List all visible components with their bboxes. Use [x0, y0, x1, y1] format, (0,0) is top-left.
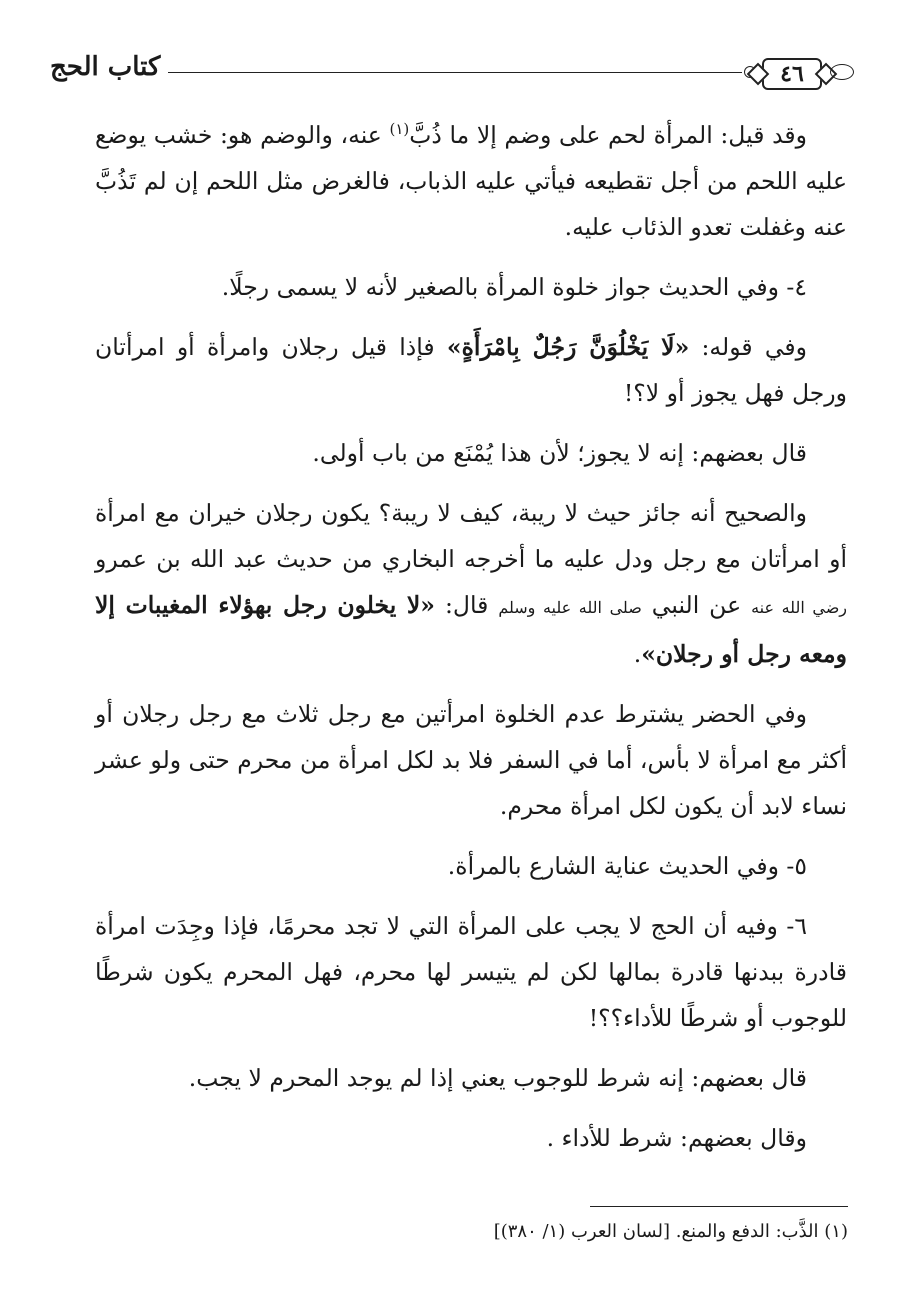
hadith-quote: «لا يخلون رجل بهؤلاء المغيبات إلا ومعه رجل أو رجلان»	[95, 591, 847, 668]
paragraph-text: .	[633, 640, 642, 668]
header-rule	[168, 72, 742, 73]
paragraph-text: ٥- وفي الحديث عناية الشارع بالمرأة.	[447, 852, 807, 880]
paragraph	[95, 691, 847, 829]
page-number: ٤٦	[762, 58, 822, 90]
footnote-rule	[590, 1206, 848, 1207]
paragraph-text: عنه، والوضم هو: خشب يوضع عليه اللحم من أجل تقطيعه فيأتي عليه الذباب، فالغرض مثل اللحم إن لم تَذُبَّ عنه وغفلت تعدو الذئاب عليه.	[95, 121, 847, 241]
paragraph	[95, 490, 847, 677]
paragraph-text: قال:	[435, 591, 499, 619]
footnote: (١) الذَّب: الدفع والمنع. [لسان العرب (١/ ٣٨٠)]	[493, 1221, 848, 1242]
paragraph-text: وفي قوله:	[689, 333, 807, 361]
paragraph-text: عن النبي	[641, 591, 752, 619]
paragraph-text: وفي الحضر يشترط عدم الخلوة امرأتين مع رجل ثلاث مع رجل رجلان أو أكثر مع امرأة لا بأس، أما في السفر فلا بد لكل امرأة من محرم حتى ولو عشر نساء لابد أن يكون لكل امرأة محرم.	[95, 700, 847, 820]
footnote-ref: (١)	[389, 120, 410, 139]
paragraph	[95, 264, 847, 310]
paragraph	[95, 324, 847, 416]
honorific: رضي الله عنه	[751, 598, 848, 617]
body-text	[95, 112, 847, 1175]
paragraph-text: ٤- وفي الحديث جواز خلوة المرأة بالصغير لأنه لا يسمى رجلًا.	[221, 273, 807, 301]
paragraph-text: ٦- وفيه أن الحج لا يجب على المرأة التي لا تجد محرمًا، فإذا وجِدَت امرأة قادرة ببدنها قادرة بمالها لكن لم يتيسر لها محرم، فهل المحرم يكون شرطًا للوجوب أو شرطًا للأداء؟؟!	[95, 912, 847, 1032]
paragraph	[95, 903, 847, 1041]
hadith-quote: «لَا يَخْلُوَنَّ رَجُلٌ بِامْرَأَةٍ»	[446, 333, 690, 361]
ornament-right	[830, 64, 854, 80]
paragraph-text: قال بعضهم: إنه لا يجوز؛ لأن هذا يُمْنَع من باب أولى.	[312, 439, 807, 467]
paragraph	[95, 112, 847, 250]
paragraph-text: وقال بعضهم: شرط للأداء .	[546, 1124, 807, 1152]
paragraph-text: قال بعضهم: إنه شرط للوجوب يعني إذا لم يوجد المحرم لا يجب.	[188, 1064, 807, 1092]
paragraph	[95, 1055, 847, 1101]
paragraph	[95, 430, 847, 476]
honorific: صلى الله عليه وسلم	[498, 598, 642, 617]
running-title: كتاب الحج	[50, 52, 161, 82]
paragraph-text: والصحيح أنه جائز حيث لا ريبة، كيف لا ريبة؟ يكون رجلان خيران مع امرأة أو امرأتان مع رجل ودل عليه ما أخرجه البخاري من حديث عبد الله بن عمرو	[95, 499, 847, 573]
page-header	[50, 50, 860, 94]
paragraph-text: وقد قيل: المرأة لحم على وضم إلا ما ذُبَّ	[409, 121, 807, 149]
paragraph	[95, 843, 847, 889]
paragraph-text: فإذا قيل رجلان وامرأة أو امرأتان ورجل فهل يجوز أو لا؟!	[95, 333, 847, 407]
paragraph	[95, 1115, 847, 1161]
